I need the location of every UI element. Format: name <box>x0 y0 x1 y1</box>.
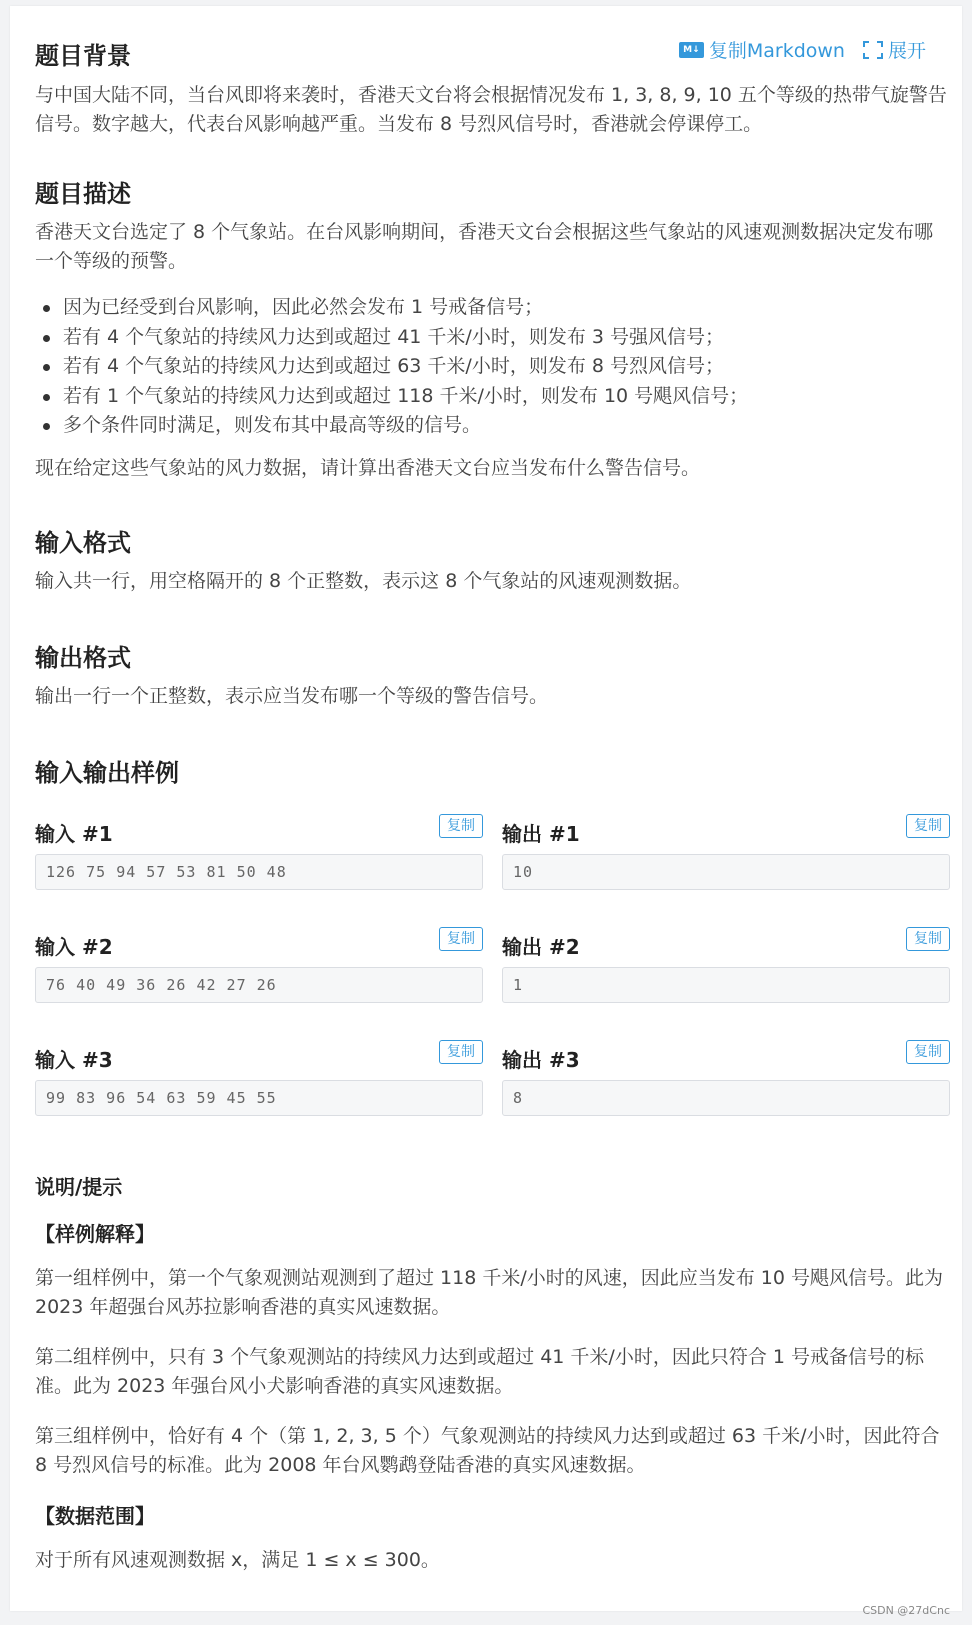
copy-markdown-label: 复制Markdown <box>708 40 845 62</box>
list-item: 若有 4 个气象站的持续风力达到或超过 41 千米/小时，则发布 3 号强风信号； <box>35 323 935 353</box>
copy-input-button[interactable]: 复制 <box>439 1040 483 1064</box>
copy-input-button[interactable]: 复制 <box>439 814 483 838</box>
sample-output-3 <box>502 1040 950 1107</box>
copy-input-button[interactable]: 复制 <box>439 927 483 951</box>
data-range-title: 【数据范围】 <box>35 1504 155 1528</box>
sample-explain-1: 第一组样例中，第一个气象观测站观测到了超过 118 千米/小时的风速，因此应当发布 10 号飓风信号。此为 2023 年超强台风苏拉影响香港的真实风速数据。 <box>35 1267 944 1318</box>
background-text: 与中国大陆不同，当台风即将来袭时，香港天文台将会根据情况发布 1, 3, 8, 9, 10 五个等级的热带气旋警告信号。数字越大，代表台风影响越严重。当发布 8 号烈风信号时，香港就会停课停工。 <box>35 84 947 135</box>
copy-output-button[interactable]: 复制 <box>906 927 950 951</box>
samples-title: 输入输出样例 <box>35 759 179 787</box>
expand-icon <box>863 41 883 59</box>
input-format-text: 输入共一行，用空格隔开的 8 个正整数，表示这 8 个气象站的风速观测数据。 <box>35 570 692 592</box>
sample-output-label: 输出 #3 <box>502 1048 580 1072</box>
list-item: 若有 1 个气象站的持续风力达到或超过 118 千米/小时，则发布 10 号飓风信号； <box>35 382 935 412</box>
expand-button[interactable] <box>863 36 926 63</box>
input-format-title: 输入格式 <box>35 529 131 557</box>
condition-list <box>35 293 935 441</box>
output-format-title: 输出格式 <box>35 644 131 672</box>
output-format-text: 输出一行一个正整数，表示应当发布哪一个等级的警告信号。 <box>35 685 549 707</box>
copy-output-button[interactable]: 复制 <box>906 814 950 838</box>
description-title: 题目描述 <box>35 180 131 208</box>
sample-input-box[interactable]: 76 40 49 36 26 42 27 26 <box>35 967 483 1003</box>
sample-explain-2: 第二组样例中，只有 3 个气象观测站的持续风力达到或超过 41 千米/小时，因此只符合 1 号戒备信号的标准。此为 2023 年强台风小犬影响香港的真实风速数据。 <box>35 1346 924 1397</box>
sample-input-2 <box>35 927 483 994</box>
list-item: 若有 4 个气象站的持续风力达到或超过 63 千米/小时，则发布 8 号烈风信号； <box>35 352 935 382</box>
sample-explain-3: 第三组样例中，恰好有 4 个（第 1, 2, 3, 5 个）气象观测站的持续风力达到或超过 63 千米/小时，因此符合 8 号烈风信号的标准。此为 2008 年台风鹦鹉登陆香港的真实风速数据。 <box>35 1425 940 1476</box>
list-item: 因为已经受到台风影响，因此必然会发布 1 号戒备信号； <box>35 293 935 323</box>
expand-label: 展开 <box>887 40 926 62</box>
sample-input-label: 输入 #1 <box>35 822 113 846</box>
sample-input-label: 输入 #3 <box>35 1048 113 1072</box>
sample-output-label: 输出 #2 <box>502 935 580 959</box>
sample-explain-title: 【样例解释】 <box>35 1222 155 1246</box>
sample-input-3 <box>35 1040 483 1107</box>
sample-output-1 <box>502 814 950 881</box>
sample-output-2 <box>502 927 950 994</box>
sample-output-box[interactable]: 8 <box>502 1080 950 1116</box>
description-text: 香港天文台选定了 8 个气象站。在台风影响期间，香港天文台会根据这些气象站的风速观测数据决定发布哪一个等级的预警。 <box>35 221 934 272</box>
sample-output-label: 输出 #1 <box>502 822 580 846</box>
copy-markdown-button[interactable] <box>679 36 845 63</box>
toolbar <box>679 36 926 63</box>
sample-input-box[interactable]: 99 83 96 54 63 59 45 55 <box>35 1080 483 1116</box>
hint-title: 说明/提示 <box>35 1175 123 1199</box>
sample-output-box[interactable]: 10 <box>502 854 950 890</box>
data-range-text: 对于所有风速观测数据 x，满足 1 ≤ x ≤ 300。 <box>35 1549 440 1571</box>
watermark: CSDN @27dCnc <box>862 1604 950 1617</box>
problem-card <box>10 6 962 1611</box>
sample-input-1 <box>35 814 483 881</box>
list-item: 多个条件同时满足，则发布其中最高等级的信号。 <box>35 411 935 441</box>
sample-input-box[interactable]: 126 75 94 57 53 81 50 48 <box>35 854 483 890</box>
markdown-icon: M↓ <box>679 42 704 58</box>
background-title: 题目背景 <box>35 42 131 70</box>
copy-output-button[interactable]: 复制 <box>906 1040 950 1064</box>
sample-output-box[interactable]: 1 <box>502 967 950 1003</box>
sample-input-label: 输入 #2 <box>35 935 113 959</box>
description-footer: 现在给定这些气象站的风力数据，请计算出香港天文台应当发布什么警告信号。 <box>35 457 701 479</box>
